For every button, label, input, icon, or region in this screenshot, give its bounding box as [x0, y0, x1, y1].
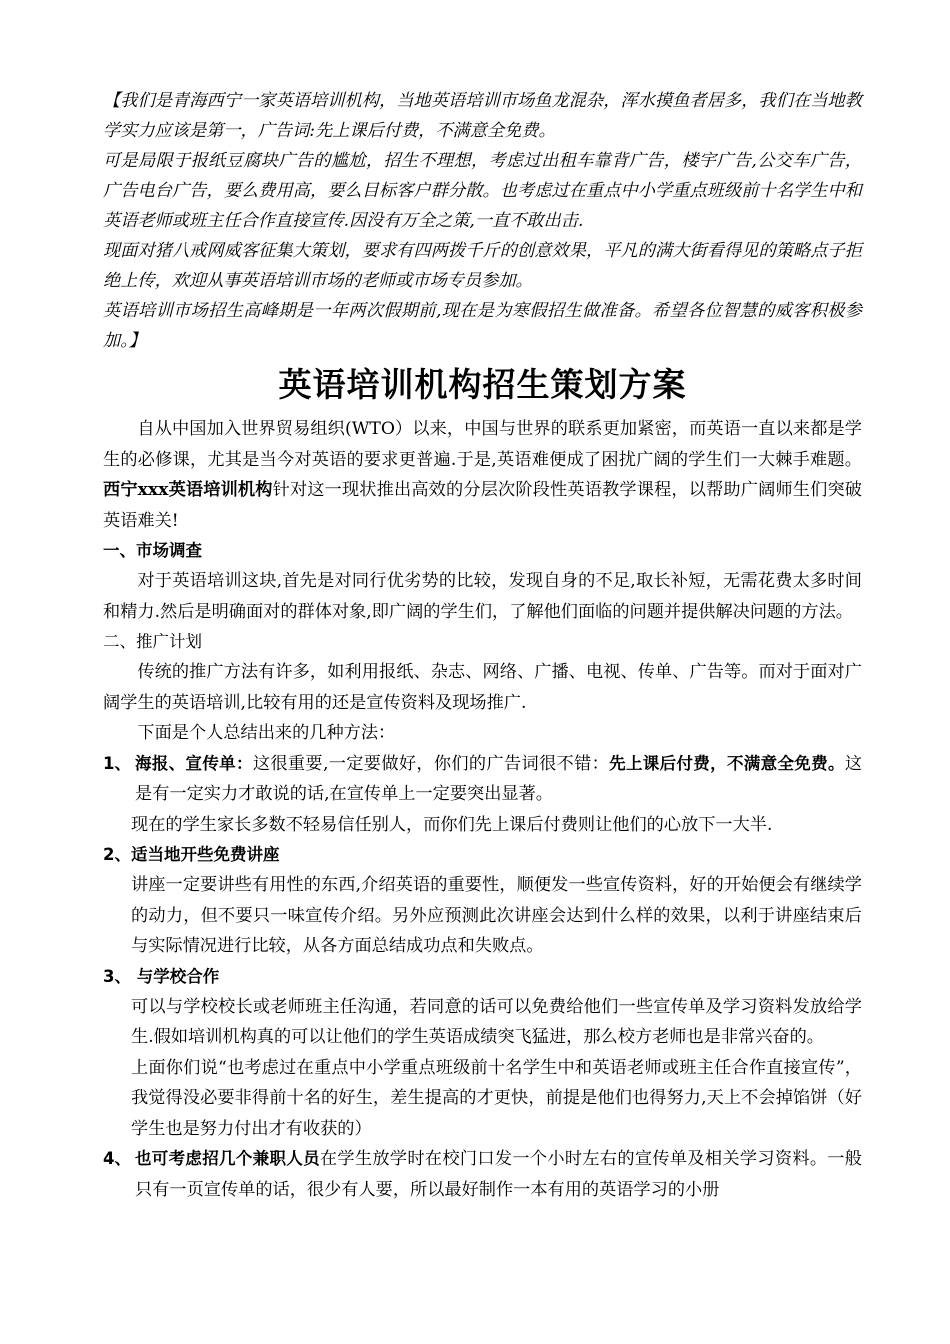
school-cooperation-body	[103, 992, 862, 1145]
promotion-paragraph: 传统的推广方法有许多，如利用报纸、杂志、网络、广播、电视、传单、广告等。而对于面对广阔学生的英语培训,比较有用的还是宣传资料及现场推广.	[103, 662, 862, 713]
intro-paragraph: 现面对猪八戒网威客征集大策划，要求有四两拨千斤的创意效果，平凡的满大街看得见的策略点子拒绝上传，欢迎从事英语培训市场的老师或市场专员参加。	[103, 241, 862, 291]
market-research-paragraph: 对于英语培训这块,首先是对同行优劣势的比较，发现自身的不足,取长补短，无需花费太多时间和精力.然后是明确面对的群体对象,即广阔的学生们，了解他们面临的问题并提供解决问题的方法。	[103, 571, 862, 622]
slogan: 先上课后付费，不满意全免费。	[609, 753, 845, 773]
document-title: 英语培训机构招生策划方案	[278, 365, 687, 404]
item-note	[103, 810, 862, 841]
school-cooperation-text: 可以与学校校长或老师班主任沟通，若同意的话可以免费给他们一些宣传单及学习资料发放给学生.假如培训机构真的可以让他们的学生英语成绩突飞猛进，那么校方老师也是非常兴奋的。	[131, 996, 862, 1047]
preface-paragraph	[103, 414, 862, 536]
method-heading-school-cooperation: 3、 与学校合作	[103, 966, 220, 986]
free-lectures-text: 讲座一定要讲些有用性的东西,介绍英语的重要性，顺便发一些宣传资料，好的开始便会有继续学的动力，但不要只一味宣传介绍。另外应预测此次讲座会达到什么样的效果，以利于讲座结束后与实际情况进行比较，从各方面总结成功点和失败点。	[131, 875, 862, 956]
intro-paragraph: 英语培训市场招生高峰期是一年两次假期前,现在是为寒假招生做准备。希望各位智慧的威客积极参加。】	[103, 301, 862, 351]
item-content	[135, 749, 862, 810]
item-number: 1、	[103, 753, 131, 773]
method-item-posters	[103, 749, 862, 810]
item-number: 4、	[103, 1149, 131, 1168]
intro-paragraph: 【我们是青海西宁一家英语培训机构，当地英语培训市场鱼龙混杂，浑水摸鱼者居多，我们在当地教学实力应该是第一，广告词:先上课后付费，不满意全免费。	[103, 91, 862, 141]
item-note-text: 现在的学生家长多数不轻易信任别人，而你们先上课后付费则让他们的心放下一大半.	[131, 814, 773, 835]
preface-text-continued: 针对这一现状推出高效的分层次阶段性英语教学课程，以帮助广阔师生们突破英语难关!	[103, 480, 862, 531]
intro-paragraph: 可是局限于报纸豆腐块广告的尴尬，招生不理想，考虑过出租车靠背广告，楼宇广告,公交车广告，广告电台广告，要么费用高，要么目标客户群分散。也考虑过在重点中小学重点班级前十名学生中和英语老师或班主任合作直接宣传.因没有万全之策,一直不敢出击.	[103, 151, 862, 231]
school-cooperation-text-2: 上面你们说“也考虑过在重点中小学重点班级前十名学生中和英语老师或班主任合作直接宣传”，我觉得没必要非得前十名的好生，差生提高的才更快，前提是他们也得努力,天上不会掉馅饼（好学生也是努力付出才有收获的）	[131, 1057, 862, 1139]
methods-intro: 下面是个人总结出来的几种方法：	[137, 723, 396, 743]
intro-note	[103, 86, 862, 356]
preface-text: 自从中国加入世界贸易组织(WTO）以来，中国与世界的联系更加紧密，而英语一直以来都是学生的必修课，尤其是当今对英语的要求更普遍.于是,英语难便成了困扰广阔的学生们一大棘手难题。	[103, 419, 862, 470]
item-text: 在学生放学时在校门口发一个小时左右的宣传单及相关学习资料。一般只有一页宣传单的话，很少有人要，所以最好制作一本有用的英语学习的小册	[135, 1149, 862, 1200]
item-content	[135, 1144, 862, 1205]
item-text-continued: 这是有一定实力才敢说的话,在宣传单上一定要突出显著。	[135, 753, 863, 804]
item-title: 也可考虑招几个兼职人员	[135, 1149, 320, 1168]
method-item-part-time-staff	[103, 1144, 862, 1205]
item-text: 这很重要,一定要做好，你们的广告词很不错：	[252, 753, 610, 774]
free-lectures-body	[103, 870, 862, 962]
institution-name: 西宁xxx英语培训机构	[103, 480, 273, 500]
item-title: 海报、宣传单：	[135, 753, 253, 773]
section-heading-promotion-plan: 二、推广计划	[103, 632, 202, 651]
method-heading-free-lectures: 2、适当地开些免费讲座	[103, 845, 280, 864]
section-heading-market-research: 一、市场调查	[103, 541, 202, 560]
